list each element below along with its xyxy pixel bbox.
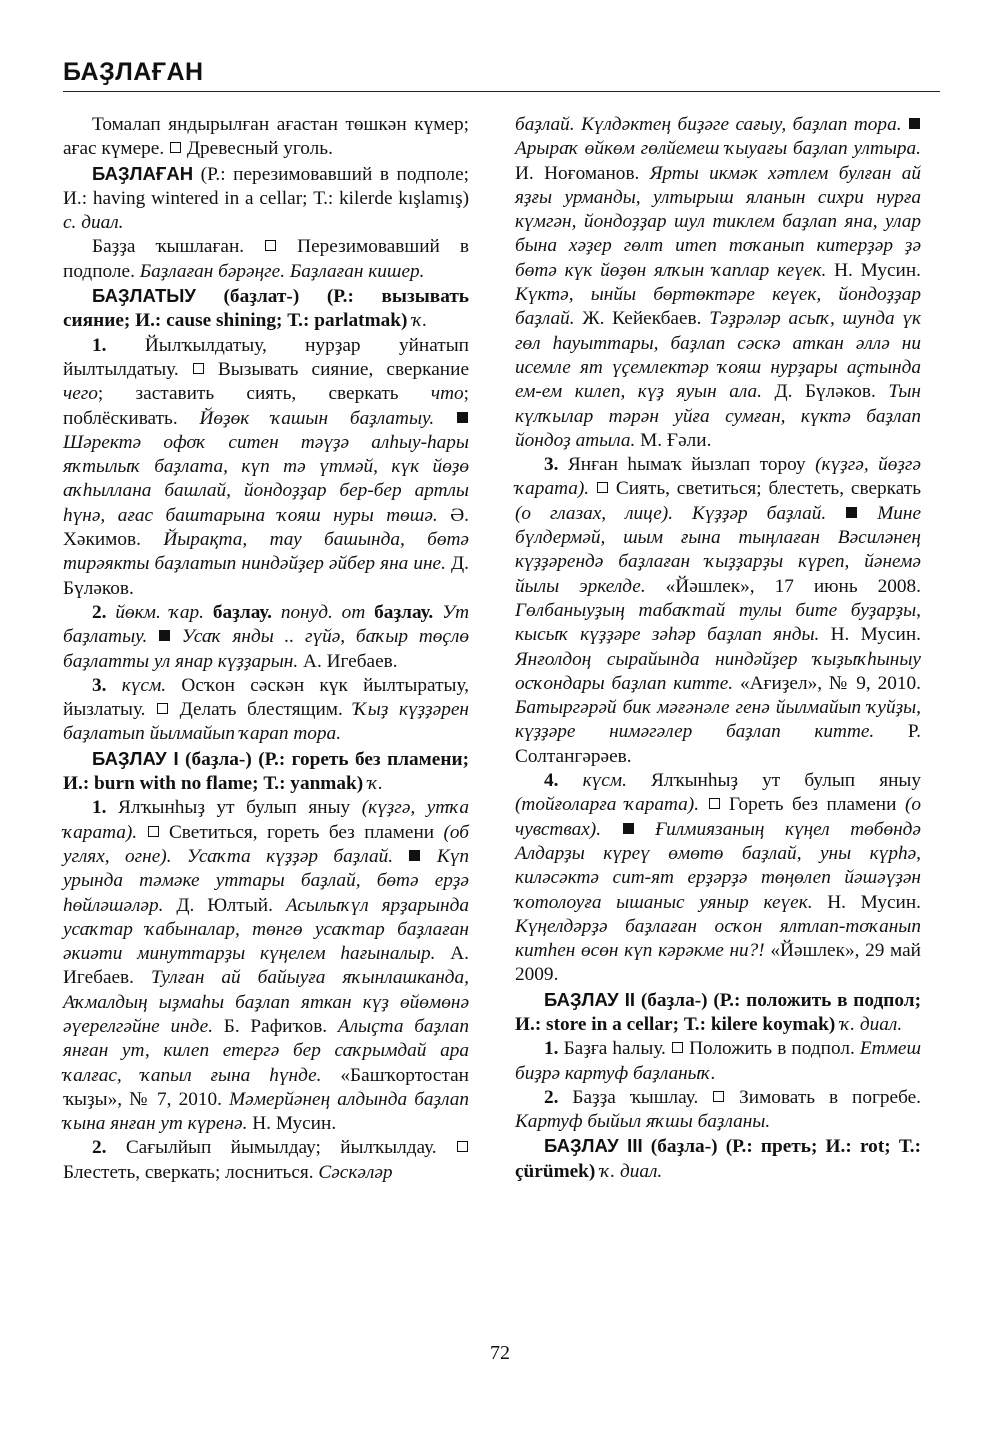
sense-2: 2. Баҙҙа ҡышлау. Зимовать в погребе. Картуф быйыл яҡшы баҙланы. <box>515 1086 921 1133</box>
example-square-icon <box>623 823 634 834</box>
sense-1: 1. Баҙға һалыу. Положить в подпол. Етмеш биҙрә картуф баҙланыҡ. <box>515 1038 922 1084</box>
translation-square-icon <box>148 826 159 837</box>
headword: БАҘЛАУ II <box>544 988 636 1010</box>
running-head: БАҘЛАҒАН <box>63 58 204 86</box>
sense-1: 1. Ялҡынһыҙ ут булып яныу (күҙгә, утҡа ҡарата). Светиться, гореть без пламени (об углях, огне). Усаҡта күҙҙәр баҙлай. Күп урында тәмәке уттары баҙлай, бөтә ерҙә һөйләшәләр. Д. Юлтый. Асылыҡүл ярҙарында усаҡтар ҡабыналар, төнгө усаҡтар баҙлаған әкиәти минуттарҙы күңелем һағыналыр. А. Игебаев. Тулған ай байыуға яҡынлашканда, Аҡмалдың ыҙмаһы баҙлап яткан күҙ өйөмөнә әүерелгәйне инде. Б. Рафиҡов. Алыҫта баҙлап янған ут, килеп етергә бер саҡрымдай ара ҡалғас, ҡапыл ғына һүнде. «Башҡортостан ҡыҙы», № 7, 2010. Мәмерйәнең алдында баҙлап ҡына янған ут күренә. Н. Мусин. <box>63 797 470 1135</box>
translation-square-icon <box>157 703 168 714</box>
translation-square-icon <box>265 240 276 251</box>
entry-continuation: Томалап яндырылған ағастан төшкән күмер; ағас күмере. Древесный уголь. <box>63 114 469 160</box>
example-square-icon <box>909 118 920 129</box>
example-square-icon <box>159 630 170 641</box>
example-square-icon <box>409 850 420 861</box>
headword: БАҘЛАУ III <box>544 1135 643 1157</box>
header-rule <box>63 91 940 92</box>
translation-square-icon <box>597 482 608 493</box>
translation-square-icon <box>457 1141 468 1152</box>
example-square-icon <box>457 412 468 423</box>
entry-bazlau-3: БАҘЛАУ III (баҙла-) (Р.: преть; И.: rot; Т.: çürümek) ҡ. диал. <box>515 1135 922 1182</box>
headword: БАҘЛАТЫУ <box>92 285 196 307</box>
sense-4: 4. күсм. Ялҡынһыҙ ут булып яныу (тойғоларға ҡарата). Гореть без пламени (о чувствах). Ғилмиязаның күңел төбөндә Алдарҙы күреү өмөтө баҙлай, уны күрһә, киләсәктә сит-ят ерҙәрҙә төңөлеп йәшәүҙән ҡотолоуға ышаныс уяныр кеүек. Н. Мусин. Күңелдәрҙә баҙлаған осҡон ялтлап-тоҡанып китһен өсөн күп кәрәкме ни?! «Йәшлек», 29 май 2009. <box>515 770 921 986</box>
sense-continuation: баҙлай. Күлдәктең биҙәге сағыу, баҙлап тора. Арыраҡ өйкөм гөлйемеш ҡыуағы баҙлап ултыра. И. Ноғоманов. Ярты икмәк хәтлем булған ай яҙғы урманды, ултырыш яланын сихри нурға күмгән, йондоҙҙар шул тиклем баҙлап яна, улар бына хәҙер гөлт итеп тоҡанып китерҙәр ҙә бөтә күк йөҙөн ялҡын ҡаплар кеүек. Н. Мусин. Күктә, ынйы бөртөктәре кеүек, йондоҙҙар баҙлай. Ж. Кейекбаев. Тәҙрәләр асыҡ, шунда үк гөл һауыттары, баҙлап сәскә аткан әллә ни исемле ят үҫемлектәр ҡояш нурҙары аҫтында ем-ем килеп, күҙ яуын ала. Д. Бүләков. Тын күлҡылар тәрән уйға сумған, күктә баҙлап йондоҙ атыла. М. Ғәли. <box>515 114 922 451</box>
translation-square-icon <box>672 1042 683 1053</box>
example-square-icon <box>846 507 857 518</box>
sense-2: 2. йөкм. ҡар. баҙлау. понуд. от баҙлау. Ут баҙлатыу. Усаҡ янды .. гүйә, баҡыр төҫлө баҙлатты ул янар күҙҙарын. А. Игебаев. <box>63 601 470 672</box>
translation-square-icon <box>193 363 204 374</box>
sense-3: 3. Янған һымаҡ йызлап тороу (күҙгә, йөҙгә ҡарата). Сиять, светиться; блестеть, сверкать (о глазах, лице). Күҙҙәр баҙлай. Мине бүлдермәй, шым ғына тыңлаған Вәсиләнең күҙҙәрендә баҙлаған ҡыҙҙарҙы күреп, йәнемә йылы эркелде. «Йәшлек», 17 июнь 2008. Гөлбаныуҙың табаҡтай тулы бите буҙарҙы, кысыҡ күҙҙәре зәһәр баҙлап янды. Н. Мусин. Янғолдоң сырайында ниндәйҙер ҡыҙыҡһыныу осҡондары баҙлап китте. «Ағиҙел», № 9, 2010. Батыргәрәй бик мәғәнәле генә йылмайып ҡуйҙы, күҙҙәре нимәгәлер баҙлап китте. Р. Солтангәрәев. <box>515 454 922 767</box>
sense-1: 1. Йылҡылдатыу, нурҙар уйнатып йылтылдатыу. Вызывать сияние, сверкание чего; заставить сиять, сверкать что; поблёскивать. Йөҙөк ҡашын баҙлатыу. Шәректә офоҡ ситен тәүҙә алһыу-һары яҡтылыҡ баҙлата, күп тә үтмәй, күк йөҙө аҡһыллана башлай, йондоҙҙар бер-бер артлы һүнә, ағас баштарына ҡояш нуры төшә. Ә. Хәкимов. Йырақта, тау башында, бөтә тирәякты баҙлатып ниндәйҙер әйбер яна ине. Д. Бүләков. <box>63 334 470 599</box>
sense-2: 2. Сағылйып йымылдау; йылҡылдау. Блестеть, сверкать; лосниться. Сәскәләр <box>63 1136 469 1185</box>
left-column <box>63 113 469 1185</box>
entry-bazlatyu: БАҘЛАТЫУ (баҙлат-) (Р.: вызывать сияние; И.: cause shining; Т.: parlatmak) ҡ. <box>63 285 469 332</box>
sense-3: 3. күсм. Осҡон сәскән күк йылтыратыу, йызлатыу. Делать блестящим. Ҡыҙ күҙҙәрен баҙлатып йылмайып ҡарап тора. <box>63 674 469 745</box>
headword: БАҘЛАУ I <box>92 747 179 769</box>
page-number: 72 <box>490 1342 510 1364</box>
entry-bazlau-1: БАҘЛАУ I (баҙла-) (Р.: гореть без пламени; И.: burn with no flame; Т.: yanmak) ҡ. <box>63 747 470 795</box>
right-column <box>515 113 921 1184</box>
entry-bazlau-2: БАҘЛАУ II (баҙла-) (Р.: положить в подпол; И.: store in a cellar; Т.: kilere koymak) ҡ. диал. <box>515 988 921 1035</box>
headword: БАҘЛАҒАН <box>92 162 194 184</box>
entry-bazlagan: БАҘЛАҒАН (Р.: перезимовавший в подполе; И.: having wintered in a cellar; Т.: kilerde kışlamış) с. диал. <box>63 162 469 234</box>
sense: Баҙҙа ҡышлаған. Перезимовавший в подполе. Баҙлаған бәрәңге. Баҙлаған кишер. <box>63 236 469 282</box>
translation-square-icon <box>709 798 720 809</box>
translation-square-icon <box>170 142 181 153</box>
translation-square-icon <box>713 1091 724 1102</box>
